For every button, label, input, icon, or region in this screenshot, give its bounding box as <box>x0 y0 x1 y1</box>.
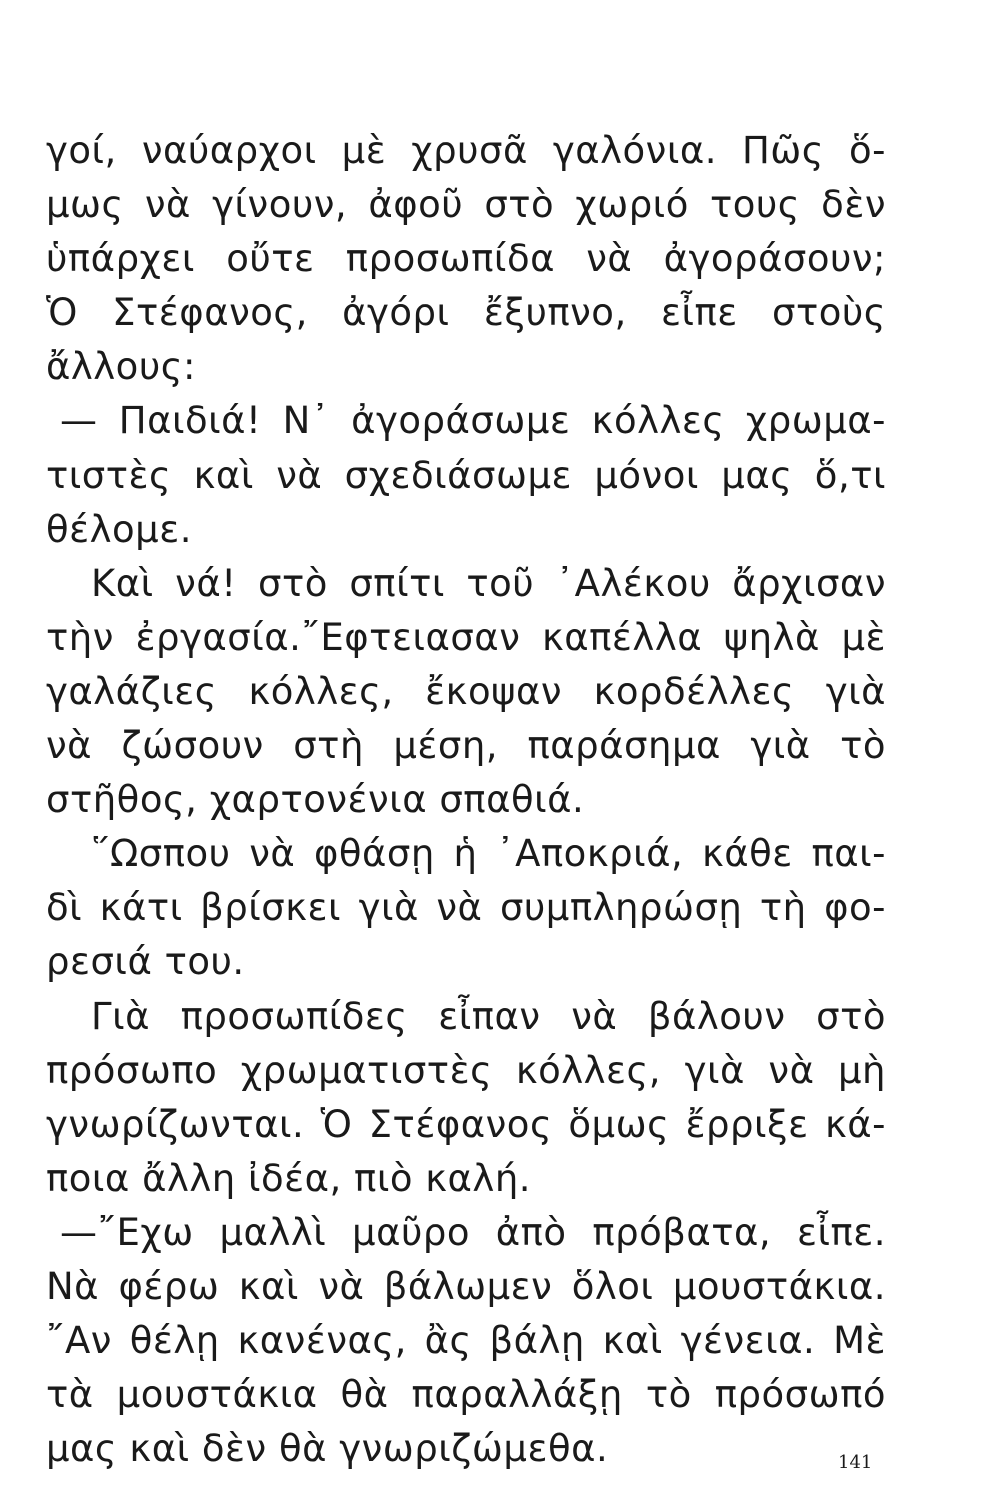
text-line: Ὁ Στέφανος, ἀγόρι ἔξυπνο, εἶπε στοὺς <box>46 291 886 335</box>
text-line: τὰ μουστάκια θὰ παραλλάξῃ τὸ πρόσωπό <box>46 1373 886 1417</box>
text-line: —῎Εχω μαλλὶ μαῦρο ἀπὸ πρόβατα, εἶπε. <box>60 1210 886 1254</box>
text-line: τὴν ἐργασία.῎Εφτειασαν καπέλλα ψηλὰ μὲ <box>46 615 886 659</box>
text-line: νὰ ζώσουν στὴ μέση, παράσημα γιὰ τὸ <box>46 724 886 768</box>
text-line: ρεσιά του. <box>46 940 245 984</box>
text-line: Νὰ φέρω καὶ νὰ βάλωμεν ὅλοι μουστάκια. <box>46 1264 886 1308</box>
text-line: ῎Αν θέλῃ κανένας, ἂς βάλῃ καὶ γένεια. Μὲ <box>46 1319 886 1363</box>
body-text <box>46 124 886 1476</box>
page-number: 141 <box>838 1452 873 1473</box>
text-line: ποια ἄλλη ἰδέα, πιὸ καλή. <box>46 1156 532 1200</box>
text-line: γοί, ναύαρχοι μὲ χρυσᾶ γαλόνια. Πῶς ὅ- <box>46 129 886 172</box>
text-line: θέλομε. <box>46 507 192 551</box>
text-line: γνωρίζωνται. Ὁ Στέφανος ὅμως ἔρριξε κά- <box>46 1102 886 1146</box>
text-line: ἄλλους: <box>46 345 196 389</box>
text-line: μας καὶ δὲν θὰ γνωριζώμεθα. <box>46 1427 609 1471</box>
text-line: γαλάζιες κόλλες, ἔκοψαν κορδέλλες γιὰ <box>46 669 886 713</box>
text-line: ὑπάρχει οὔτε προσωπίδα νὰ ἀγοράσουν; <box>46 237 886 281</box>
text-line: δὶ κάτι βρίσκει γιὰ νὰ συμπληρώσῃ τὴ φο- <box>46 886 886 930</box>
text-line: τιστὲς καὶ νὰ σχεδιάσωμε μόνοι μας ὅ,τι <box>46 453 886 497</box>
text-line: πρόσωπο χρωματιστὲς κόλλες, γιὰ νὰ μὴ <box>46 1048 886 1092</box>
text-line: στῆθος, χαρτονένια σπαθιά. <box>46 778 585 822</box>
text-line: Καὶ νά! στὸ σπίτι τοῦ ᾽Αλέκου ἄρχισαν <box>91 561 886 605</box>
text-line: μως νὰ γίνουν, ἀφοῦ στὸ χωριό τους δὲν <box>46 183 886 227</box>
text-line: ῞Ωσπου νὰ φθάσῃ ἡ ᾽Αποκριά, κάθε παι- <box>91 832 886 876</box>
text-line: Γιὰ προσωπίδες εἶπαν νὰ βάλουν στὸ <box>91 994 886 1038</box>
text-line: — Παιδιά! Ν᾽ ἀγοράσωμε κόλλες χρωμα- <box>60 399 886 443</box>
